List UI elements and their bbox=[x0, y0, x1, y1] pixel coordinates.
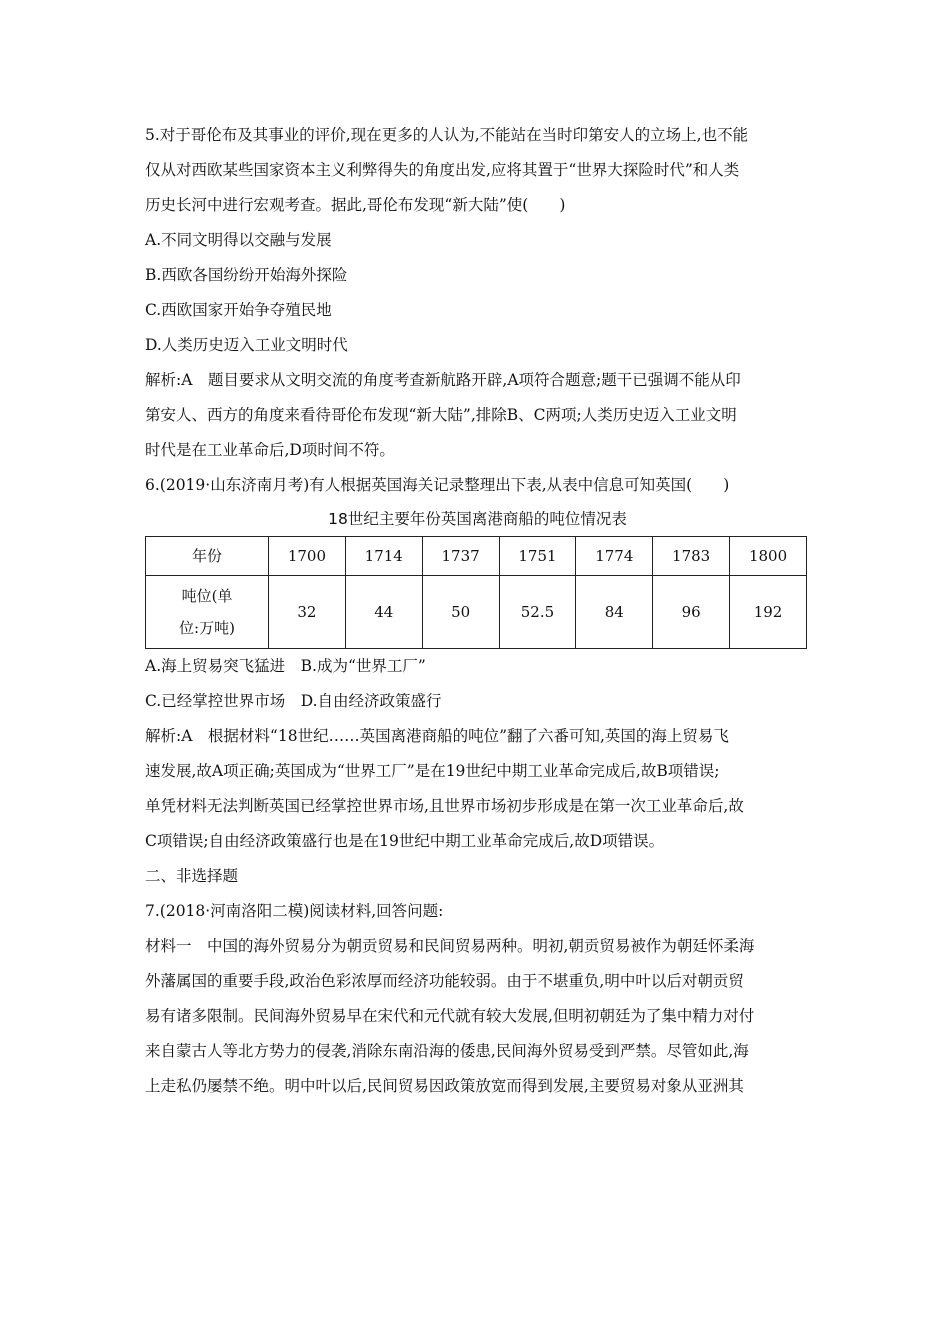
table-tonnage-row bbox=[146, 576, 807, 649]
table-tonnage-cell: 44 bbox=[345, 576, 422, 649]
table-row-label-line-2: 位:万吨) bbox=[179, 619, 235, 637]
table-tonnage-cell: 52.5 bbox=[499, 576, 576, 649]
table-caption: 18世纪主要年份英国离港商船的吨位情况表 bbox=[328, 510, 627, 528]
question-6-analysis-line-2: 速发展,故A项正确;英国成为“世界工厂”是在19世纪中期工业革命完成后,故B项错误; bbox=[145, 762, 720, 780]
tonnage-table bbox=[145, 536, 807, 649]
question-6-analysis-line-1: 解析:A 根据材料“18世纪……英国离港商船的吨位”翻了六番可知,英国的海上贸易飞 bbox=[145, 727, 729, 745]
question-5-option-c: C.西欧国家开始争夺殖民地 bbox=[145, 301, 332, 319]
table-year-cell: 1774 bbox=[576, 537, 653, 576]
question-7-material-line-2: 外藩属国的重要手段,政治色彩浓厚而经济功能较弱。由于不堪重负,明中叶以后对朝贡贸 bbox=[145, 972, 744, 990]
table-tonnage-cell: 96 bbox=[653, 576, 730, 649]
question-7 bbox=[145, 894, 810, 1104]
question-7-stem: 7.(2018·河南洛阳二模)阅读材料,回答问题: bbox=[145, 902, 444, 920]
question-5-option-b: B.西欧各国纷纷开始海外探险 bbox=[145, 266, 348, 284]
table-header-label: 年份 bbox=[146, 537, 269, 576]
table-year-cell: 1783 bbox=[653, 537, 730, 576]
question-5-option-d: D.人类历史迈入工业文明时代 bbox=[145, 336, 348, 354]
question-7-material-line-4: 来自蒙古人等北方势力的侵袭,消除东南沿海的倭患,民间海外贸易受到严禁。尽管如此,海 bbox=[145, 1042, 749, 1060]
question-6-options-cd: C.已经掌控世界市场 D.自由经济政策盛行 bbox=[145, 692, 442, 710]
table-year-cell: 1800 bbox=[730, 537, 807, 576]
question-6-analysis-line-3: 单凭材料无法判断英国已经掌控世界市场,且世界市场初步形成是在第一次工业革命后,故 bbox=[145, 797, 744, 815]
table-tonnage-cell: 84 bbox=[576, 576, 653, 649]
question-5-analysis-line-1: 解析:A 题目要求从文明交流的角度考查新航路开辟,A项符合题意;题干已强调不能从印 bbox=[145, 371, 741, 389]
question-5-stem-line-1: 5.对于哥伦布及其事业的评价,现在更多的人认为,不能站在当时印第安人的立场上,也不能 bbox=[145, 126, 749, 144]
question-5 bbox=[145, 118, 810, 468]
table-tonnage-cell: 192 bbox=[730, 576, 807, 649]
table-year-cell: 1751 bbox=[499, 537, 576, 576]
question-7-material-line-1: 材料一 中国的海外贸易分为朝贡贸易和民间贸易两种。明初,朝贡贸易被作为朝廷怀柔海 bbox=[145, 937, 755, 955]
question-5-stem-line-2: 仅从对西欧某些国家资本主义利弊得失的角度出发,应将其置于“世界大探险时代”和人类 bbox=[145, 161, 740, 179]
question-5-option-a: A.不同文明得以交融与发展 bbox=[145, 231, 332, 249]
section-heading: 二、非选择题 bbox=[145, 867, 239, 885]
question-5-analysis-line-2: 第安人、西方的角度来看待哥伦布发现“新大陆”,排除B、C两项;人类历史迈入工业文明 bbox=[145, 406, 737, 424]
question-6-analysis-line-4: C项错误;自由经济政策盛行也是在19世纪中期工业革命完成后,故D项错误。 bbox=[145, 832, 665, 850]
document-page bbox=[145, 118, 810, 1104]
question-6 bbox=[145, 468, 810, 859]
table-header-row bbox=[146, 537, 807, 576]
question-7-material-line-3: 易有诸多限制。民间海外贸易早在宋代和元代就有较大发展,但明初朝廷为了集中精力对付 bbox=[145, 1007, 755, 1025]
table-tonnage-cell: 32 bbox=[269, 576, 346, 649]
question-6-options-ab: A.海上贸易突飞猛进 B.成为“世界工厂” bbox=[145, 657, 426, 675]
table-year-cell: 1700 bbox=[269, 537, 346, 576]
question-5-analysis-line-3: 时代是在工业革命后,D项时间不符。 bbox=[145, 441, 395, 459]
table-row-label-line-1: 吨位(单 bbox=[181, 587, 233, 605]
question-5-stem-line-3: 历史长河中进行宏观考查。据此,哥伦布发现“新大陆”使( ) bbox=[145, 196, 566, 214]
table-tonnage-cell: 50 bbox=[422, 576, 499, 649]
table-row-label bbox=[146, 576, 269, 649]
question-7-material-line-5: 上走私仍屡禁不绝。明中叶以后,民间贸易因政策放宽而得到发展,主要贸易对象从亚洲其 bbox=[145, 1077, 744, 1095]
question-6-stem: 6.(2019·山东济南月考)有人根据英国海关记录整理出下表,从表中信息可知英国( ) bbox=[145, 476, 730, 494]
table-year-cell: 1714 bbox=[345, 537, 422, 576]
table-year-cell: 1737 bbox=[422, 537, 499, 576]
